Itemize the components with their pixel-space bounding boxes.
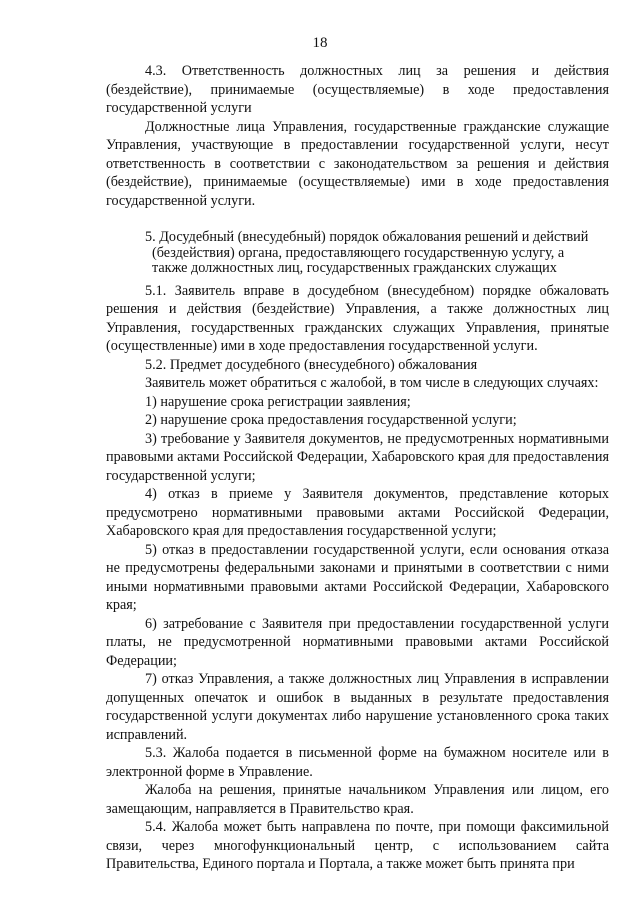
paragraph-5-4: 5.4. Жалоба может быть направлена по почте, при помощи факсимильной связи, через многофункциональный центр, с использованием сайта Правительства, Единого портала и Портала, а также может быть принята при xyxy=(106,819,609,872)
page-number: 18 xyxy=(312,35,328,51)
paragraph-5-2-title: 5.2. Предмет досудебного (внесудебного) обжалования xyxy=(145,356,478,373)
list-item-2: 2) нарушение срока предоставления государственной услуги; xyxy=(145,412,517,428)
section-5-heading-line: 5. Досудебный (внесудебный) порядок обжалования решений и действий xyxy=(145,229,589,245)
list-item-6: 6) затребование с Заявителя при предоставлении государственной услуги платы, не предусмотренной нормативными правовыми актами Российской Федерации; xyxy=(106,615,609,669)
section-4-3-body: Должностные лица Управления, государственные гражданские служащие Управления, участвующие в предоставлении государственной услуги, несут ответственность в соответствии с законодательством за решения и действия (бездействие), принимаемые (осуществляемые) ими в ходе предоставления государственной услуги. xyxy=(106,118,609,209)
list-item-1: 1) нарушение срока регистрации заявления; xyxy=(145,393,411,410)
paragraph-5-1: 5.1. Заявитель вправе в досудебном (внесудебном) порядке обжаловать решения и действия (бездействие) Управления, а также должностных лиц Управления, государственных гражданских служащих Управления, принятые (осуществленные) ими в ходе предоставления государственной услуги. xyxy=(106,282,609,354)
list-item-7: 7) отказ Управления, а также должностных лиц Управления в исправлении допущенных опечаток и ошибок в выданных в результате предоставления государственной услуги документах либо нарушение установленного срока таких исправлений. xyxy=(106,671,609,743)
section-5-heading-line: также должностных лиц, государственных гражданских служащих xyxy=(152,260,557,276)
list-item-3: 3) требование у Заявителя документов, не предусмотренных нормативными правовыми актами Российской Федерации, Хабаровского края для предоставления государственной услуги; xyxy=(106,430,609,484)
paragraph-complaint-government: Жалоба на решения, принятые начальником Управления или лицом, его замещающим, направляется в Правительство края. xyxy=(106,782,609,817)
section-4-3-title: 4.3. Ответственность должностных лиц за решения и действия (бездействие), принимаемые (осуществляемые) в ходе предоставления государственной услуги xyxy=(106,63,609,116)
section-5-heading xyxy=(106,230,609,277)
paragraph-5-3: 5.3. Жалоба подается в письменной форме на бумажном носителе или в электронной форме в Управление. xyxy=(106,745,609,780)
paragraph-complaint-cases-intro: Заявитель может обратиться с жалобой, в том числе в следующих случаях: xyxy=(145,375,599,391)
list-item-5: 5) отказ в предоставлении государственной услуги, если основания отказа не предусмотрены федеральными законами и принятыми в соответствии с ними иными нормативными правовыми актами Российской Федерации, Хабаровского края; xyxy=(106,541,609,613)
list-item-4: 4) отказ в приеме у Заявителя документов, представление которых предусмотрено нормативными правовыми актами Российской Федерации, Хабаровского края для предоставления государственной услуги; xyxy=(106,486,609,539)
document-body xyxy=(106,62,609,874)
section-5-heading-line: (бездействия) органа, предоставляющего государственную услугу, а xyxy=(152,244,565,261)
